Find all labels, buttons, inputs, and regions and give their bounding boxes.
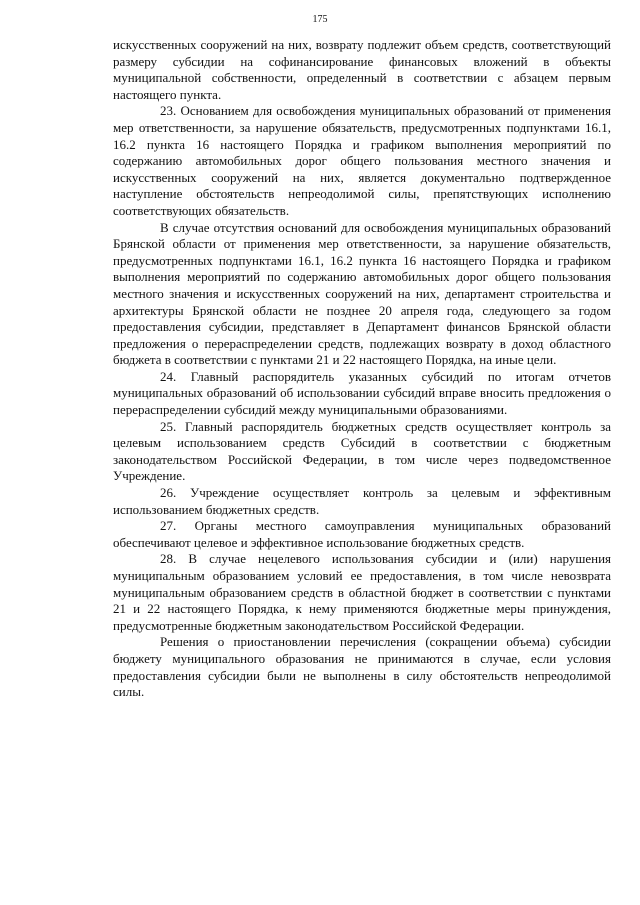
paragraph-23: 23. Основанием для освобождения муниципальных образований от применения мер ответственности, за нарушение обязательств, предусмотренных подпунктами 16.1, 16.2 пункта 16 настоящего Порядка и графиком выполнения мероприятий по содержанию автомобильных дорог общего пользования местного значения и искусственных сооружений на них, является документально подтвержденное наступление обстоятельств непреодолимой силы, препятствующих исполнению соответствующих обязательств. bbox=[113, 103, 611, 218]
paragraph-28: 28. В случае нецелевого использования субсидии и (или) нарушения муниципальным образованием условий ее предоставления, в том числе невозврата муниципальным образованием средств в областной бюджет в соответствии с пунктами 21 и 22 настоящего Порядка, к нему применяются бюджетные меры принуждения, предусмотренные бюджетным законодательством Российской Федерации. bbox=[113, 551, 611, 633]
paragraph-23-cont: В случае отсутствия оснований для освобождения муниципальных образований Брянской области от применения мер ответственности, за нарушение обязательств, предусмотренных подпунктами 16.1, 16.2 пункта 16 настоящего Порядка и графиком выполнения мероприятий по содержанию автомобильных дорог общего пользования местного значения и искусственных сооружений на них, департамент строительства и архитектуры Брянской области не позднее 20 апреля года, следующего за годом предоставления субсидии, представляет в Департамент финансов Брянской области предложения о перераспределении средств, подлежащих возврату в доход областного бюджета в соответствии с пунктами 21 и 22 настоящего Порядка, на иные цели. bbox=[113, 219, 611, 368]
page-number: 175 bbox=[312, 14, 328, 25]
paragraph-continuation: искусственных сооружений на них, возврату подлежит объем средств, соответствующий размеру субсидии на софинансирование финансовых вложений в объекты муниципальной собственности, определенный в соответствии с абзацем первым настоящего пункта. bbox=[113, 37, 611, 102]
paragraph-24: 24. Главный распорядитель указанных субсидий по итогам отчетов муниципальных образований об использовании субсидий вправе вносить предложения о перераспределении субсидий между муниципальными образованиями. bbox=[113, 368, 611, 418]
document-body bbox=[113, 37, 611, 701]
paragraph-28-cont: Решения о приостановлении перечисления (сокращении объема) субсидии бюджету муниципального образования не принимаются в случае, если условия предоставления субсидии были не выполнены в силу обстоятельств непреодолимой силы. bbox=[113, 634, 611, 700]
paragraph-25: 25. Главный распорядитель бюджетных средств осуществляет контроль за целевым использованием средств Субсидий в соответствии с бюджетным законодательством Российской Федерации, в том числе через подведомственное Учреждение. bbox=[113, 418, 611, 484]
paragraph-26: 26. Учреждение осуществляет контроль за целевым и эффективным использованием бюджетных средств. bbox=[113, 485, 611, 517]
paragraph-27: 27. Органы местного самоуправления муниципальных образований обеспечивают целевое и эффективное использование бюджетных средств. bbox=[113, 518, 611, 550]
